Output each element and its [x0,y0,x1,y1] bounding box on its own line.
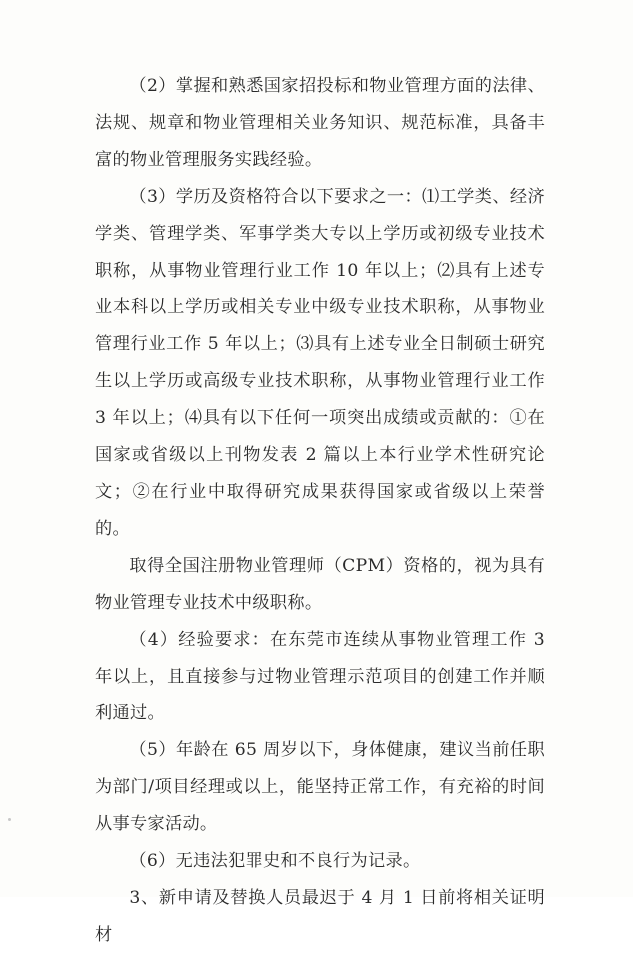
document-body [95,68,545,954]
scan-speck [8,818,11,821]
paragraph-requirement-2: （2）掌握和熟悉国家招投标和物业管理方面的法律、法规、规章和物业管理相关业务知识、规范标准，具备丰富的物业管理服务实践经验。 [95,76,545,170]
paragraph-requirement-4: （4）经验要求：在东莞市连续从事物业管理工作 3 年以上，且直接参与过物业管理示范项目的创建工作并顺利通过。 [95,629,545,724]
paragraph-item-3: 3、新申请及替换人员最迟于 4 月 1 日前将相关证明材 [95,887,545,945]
paragraph-cpm-note: 取得全国注册物业管理师（CPM）资格的，视为具有物业管理专业技术中级职称。 [95,555,545,613]
paragraph-requirement-5: （5）年龄在 65 周岁以下，身体健康，建议当前任职为部门/项目经理或以上，能坚持正常工作，有充裕的时间从事专家活动。 [95,740,545,835]
paragraph-requirement-6: （6）无违法犯罪史和不良行为记录。 [129,851,421,872]
paragraph-requirement-3: （3）学历及资格符合以下要求之一：⑴工学类、经济学类、管理学类、军事学类大专以上学历或初级专业技术职称，从事物业管理行业工作 10 年以上；⑵具有上述专业本科以上学历或相关专业中级专业技术职称，从事物业管理行业工作 5 年以上；⑶具有上述专业全日制硕士研究生以上学历或高级专业技术职称，从事物业管理行业工作 3 年以上；⑷具有以下任何一项突出成绩或贡献的：①在国家或省级以上刊物发表 2 篇以上本行业学术性研究论文；②在行业中取得研究成果获得国家或省级以上荣誉的。 [95,186,545,539]
